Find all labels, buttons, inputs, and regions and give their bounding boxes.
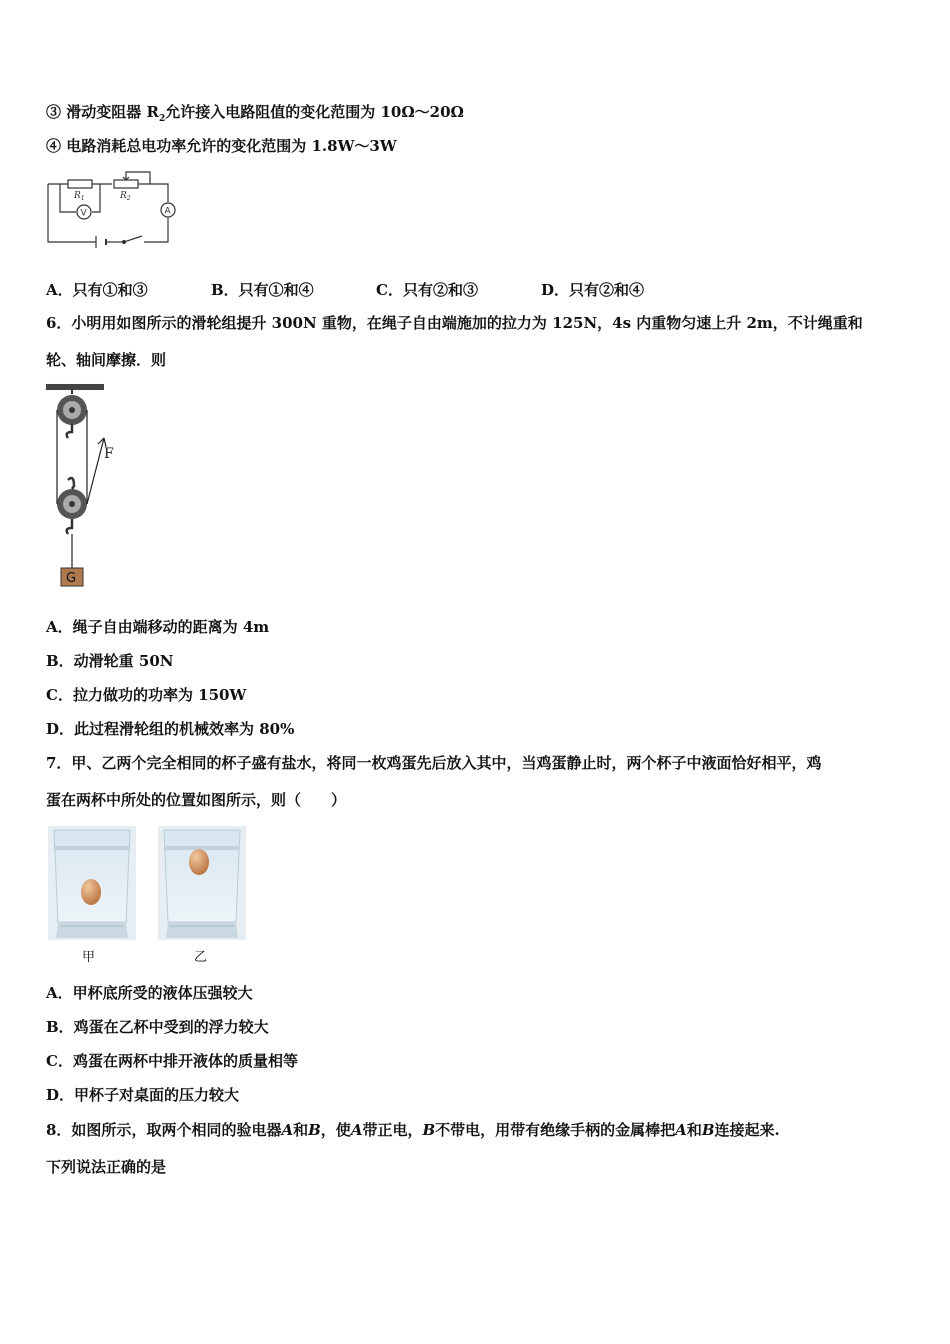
statement-3-subscript: 2 — [158, 114, 166, 124]
force-label: F — [104, 446, 114, 462]
q8-var-a: A — [350, 1121, 363, 1139]
q8-text-6: 和 — [686, 1121, 702, 1139]
cup-yi — [158, 826, 246, 940]
q8-var-a: A — [281, 1121, 294, 1139]
pulley-diagram — [40, 382, 130, 592]
q8-text-5: 不带电，用带有绝缘手柄的金属棒把 — [435, 1121, 676, 1139]
question-6-line-2: 轮、轴间摩擦．则 — [46, 351, 167, 369]
q8-text-4: 带正电， — [362, 1121, 423, 1139]
svg-text:R2 — [119, 191, 131, 202]
q8-text-7: 连接起来. — [714, 1121, 780, 1139]
statement-3-text-after: 允许接入电路阻值的变化范围为 10Ω～20Ω — [165, 103, 464, 121]
circuit-diagram — [44, 168, 184, 250]
question-6-option-a: A．绳子自由端移动的距离为 4m — [46, 618, 270, 636]
question-8-line-1 — [46, 1120, 780, 1140]
q8-var-b: B — [701, 1121, 715, 1139]
question-6-option-d: D．此过程滑轮组的机械效率为 80% — [46, 720, 295, 738]
svg-text:R1 — [73, 191, 85, 202]
q8-var-b: B — [422, 1121, 436, 1139]
statement-4-marker: ④ — [46, 137, 62, 155]
question-5-options — [46, 279, 644, 300]
option-c: C．只有②和③ — [376, 281, 478, 299]
cups-illustration — [46, 826, 250, 942]
weight-label: G — [66, 571, 77, 586]
cup-jia — [48, 826, 136, 940]
r1-subscript: 1 — [80, 195, 85, 202]
option-a: A．只有①和③ — [46, 281, 148, 299]
question-8-line-2: 下列说法正确的是 — [46, 1158, 167, 1176]
option-d: D．只有②和④ — [541, 281, 645, 299]
statement-4 — [46, 136, 397, 156]
statement-3-marker: ③ — [46, 103, 62, 121]
cup-yi-label: 乙 — [194, 950, 208, 965]
r1-label: R — [74, 191, 81, 201]
r2-subscript: 2 — [126, 195, 131, 202]
q8-var-b: B — [308, 1121, 321, 1139]
voltmeter-label: V — [80, 208, 87, 219]
question-6-option-b: B．动滑轮重 50N — [46, 652, 174, 670]
question-7-option-d: D．甲杯子对桌面的压力较大 — [46, 1086, 240, 1104]
question-7-line-1: 7．甲、乙两个完全相同的杯子盛有盐水，将同一枚鸡蛋先后放入其中，当鸡蛋静止时，两个杯子中液面恰好相平，鸡 — [46, 754, 822, 772]
statement-4-text: 电路消耗总电功率允许的变化范围为 1.8W～3W — [66, 137, 397, 155]
q8-text-1: 8．如图所示，取两个相同的验电器 — [46, 1121, 282, 1139]
statement-3-text-before: 滑动变阻器 R — [66, 103, 159, 121]
question-7-line-2: 蛋在两杯中所处的位置如图所示，则（ ） — [46, 791, 347, 809]
q8-text-3: ，使 — [320, 1121, 351, 1139]
question-7-option-b: B．鸡蛋在乙杯中受到的浮力较大 — [46, 1018, 269, 1036]
q8-text-2: 和 — [293, 1121, 309, 1139]
question-6-option-c: C．拉力做功的功率为 150W — [46, 686, 247, 704]
statement-3 — [46, 102, 464, 129]
question-7-option-a: A．甲杯底所受的液体压强较大 — [46, 984, 253, 1002]
question-6-line-1: 6．小明用如图所示的滑轮组提升 300N 重物，在绳子自由端施加的拉力为 125N，4s 内重物匀速上升 2m，不计绳重和 — [46, 314, 863, 332]
r2-label: R — [120, 191, 127, 201]
q8-var-a: A — [675, 1121, 687, 1139]
question-7-option-c: C．鸡蛋在两杯中排开液体的质量相等 — [46, 1052, 298, 1070]
option-b: B．只有①和④ — [211, 281, 314, 299]
cup-jia-label: 甲 — [82, 950, 96, 965]
ammeter-label: A — [164, 206, 171, 217]
